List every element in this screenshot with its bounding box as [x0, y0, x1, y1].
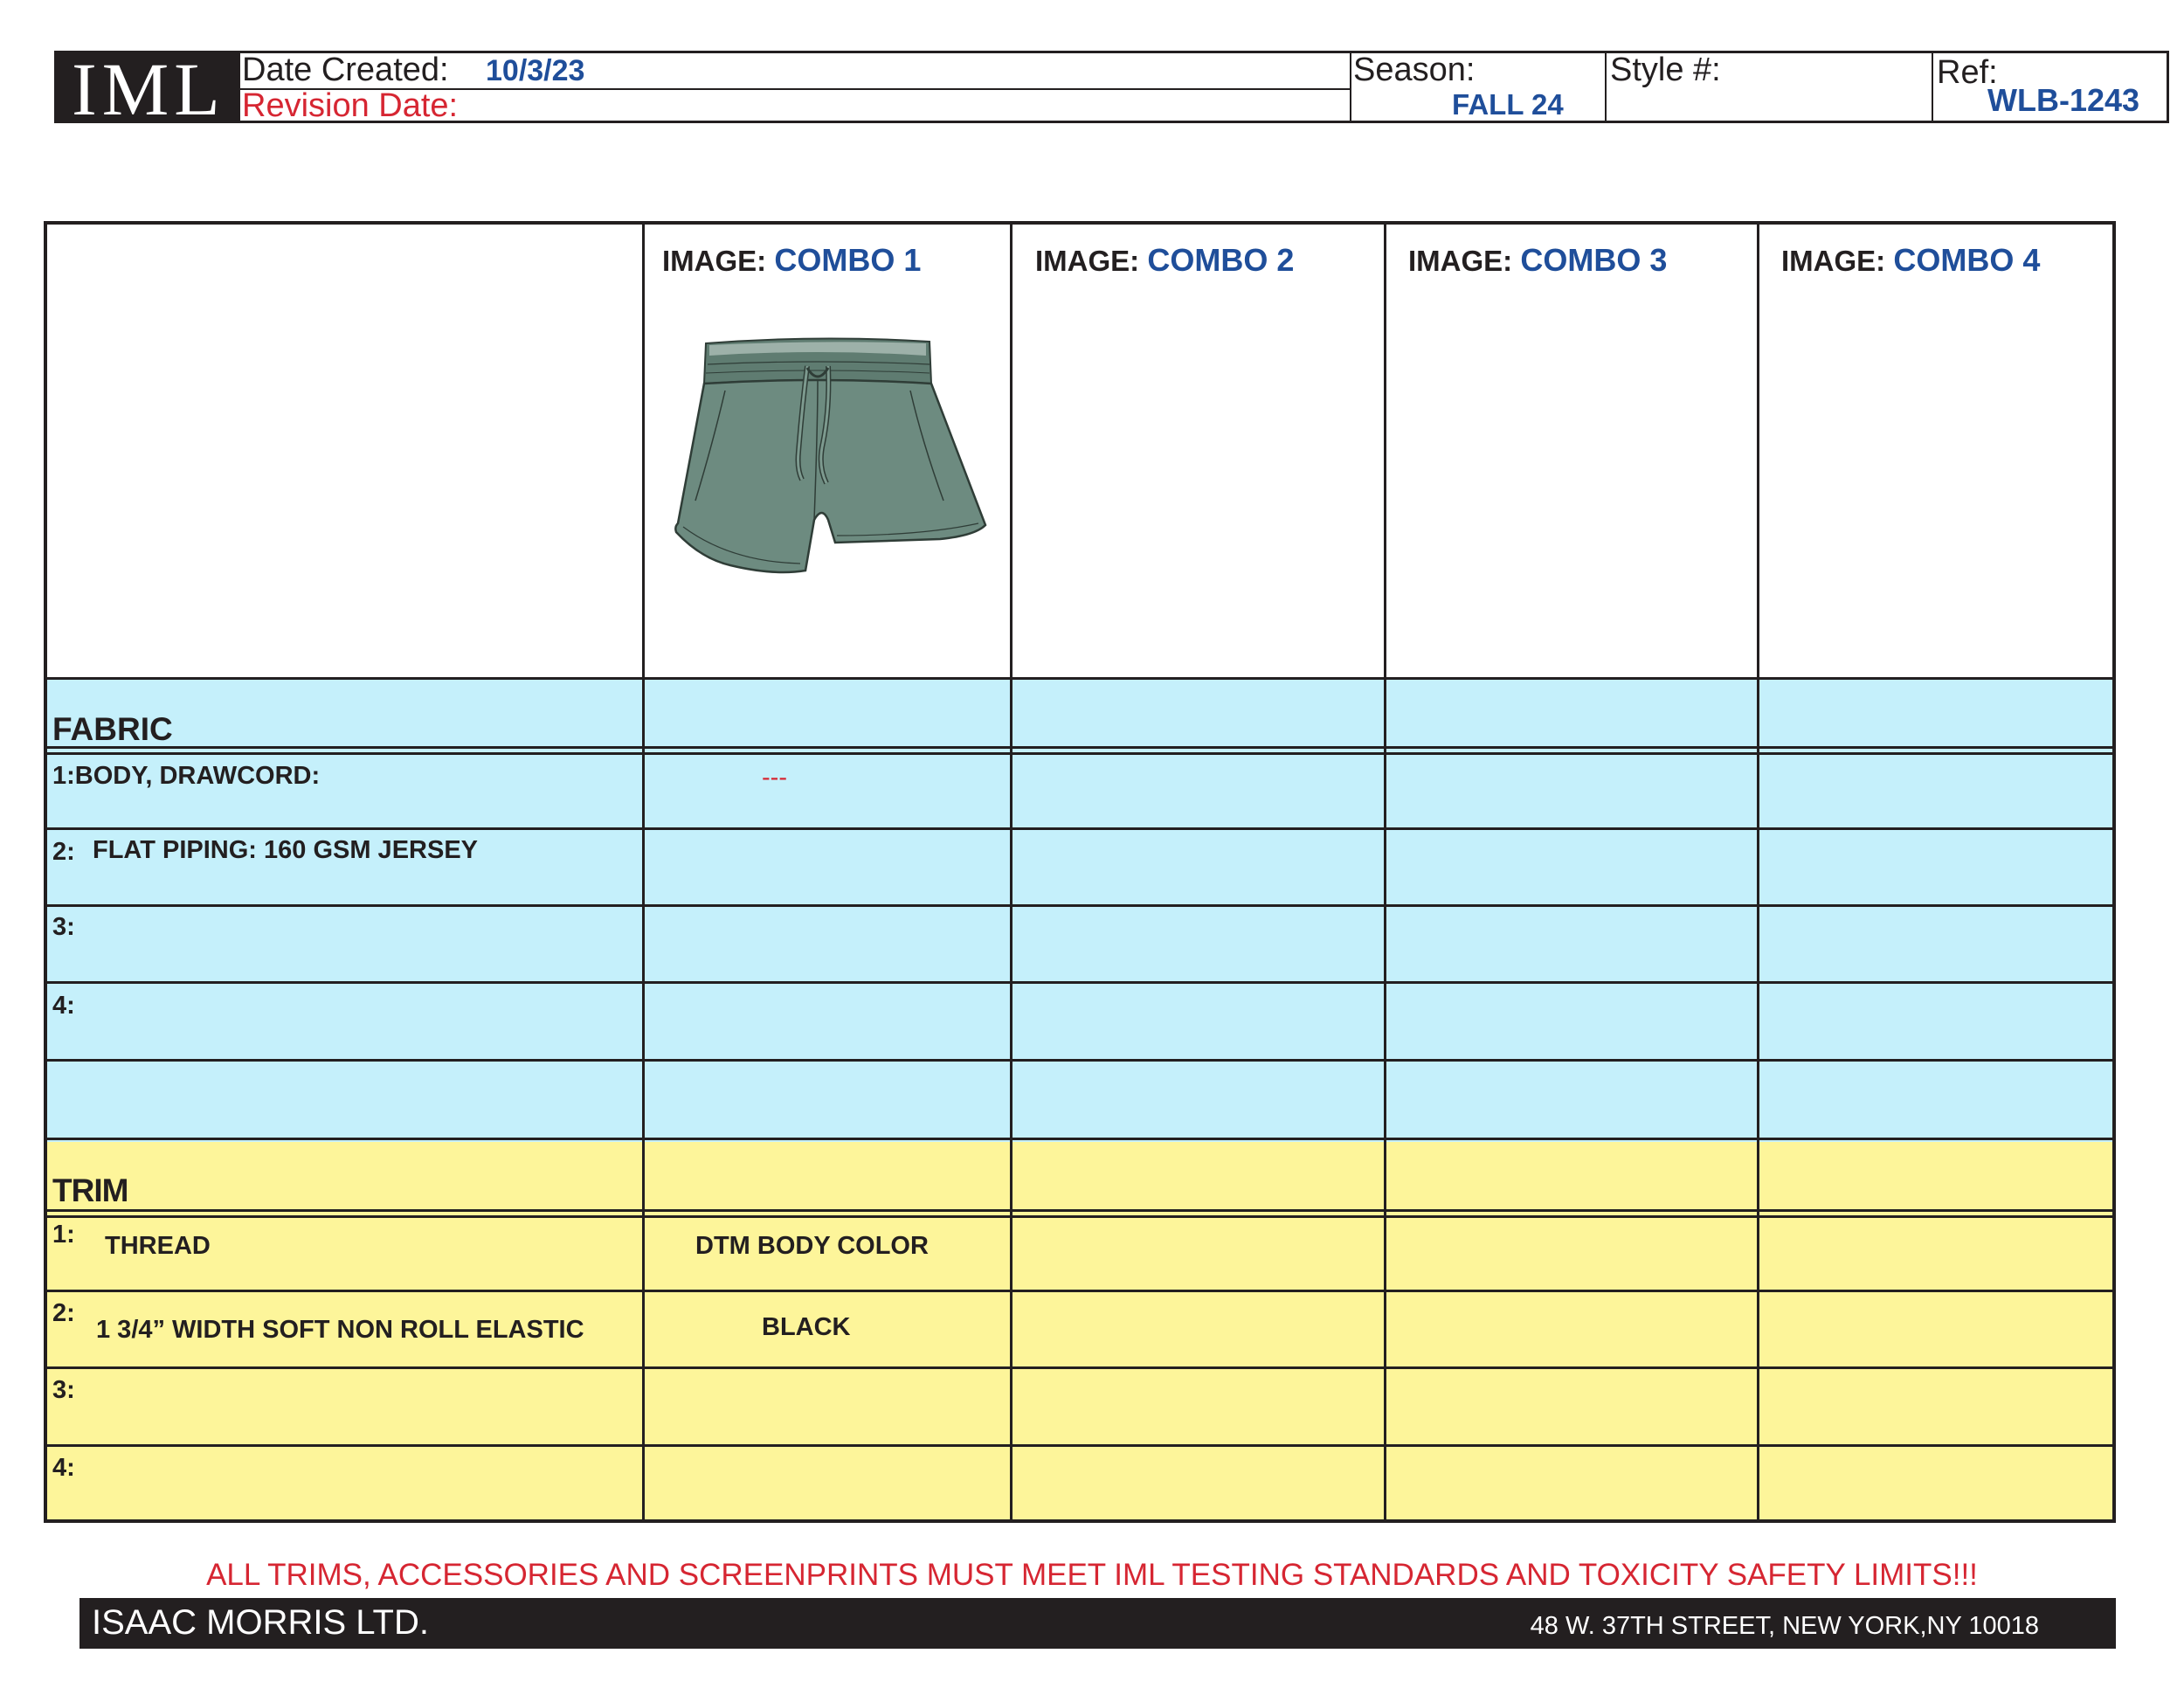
season-label: Season: [1353, 52, 1476, 88]
column-divider [1757, 225, 1759, 1519]
row-divider [47, 752, 2112, 755]
row-divider [47, 1059, 2112, 1062]
row-divider [47, 1290, 2112, 1292]
company-address: 48 W. 37TH STREET, NEW YORK,NY 10018 [1530, 1612, 2039, 1640]
divider [1605, 53, 1607, 121]
fabric-row-1-combo-1[interactable]: --- [762, 764, 787, 792]
combo-4-header [1781, 242, 2040, 279]
footer-bar [79, 1598, 2116, 1649]
row-divider [47, 1444, 2112, 1447]
style-number-label: Style #: [1610, 52, 1721, 88]
shorts-sketch-image [643, 329, 1010, 583]
row-divider [47, 1209, 2112, 1212]
spec-header [54, 47, 2169, 131]
fabric-row-3-label: 3: [52, 913, 75, 941]
trim-row-1-detail[interactable]: THREAD [105, 1232, 211, 1260]
fabric-row-2-detail[interactable]: FLAT PIPING: 160 GSM JERSEY [93, 836, 479, 864]
trim-row-3-label: 3: [52, 1376, 75, 1404]
trim-row-1-label: 1: [52, 1221, 75, 1249]
safety-warning: ALL TRIMS, ACCESSORIES AND SCREENPRINTS MUST MEET IML TESTING STANDARDS AND TOXICITY SAFETY LIMITS!!! [206, 1558, 1978, 1592]
image-prefix: IMAGE: [1035, 245, 1140, 277]
row-divider [47, 677, 2112, 680]
season-value[interactable]: FALL 24 [1452, 88, 1564, 121]
trim-row-4-label: 4: [52, 1454, 75, 1482]
combo-2-name: COMBO 2 [1147, 242, 1295, 278]
combo-3-name: COMBO 3 [1520, 242, 1668, 278]
image-prefix: IMAGE: [1781, 245, 1886, 277]
date-created-value[interactable]: 10/3/23 [486, 54, 585, 87]
iml-logo: IML [57, 53, 240, 121]
trim-row-2-combo-1[interactable]: BLACK [762, 1313, 851, 1341]
spec-table [44, 221, 2116, 1523]
trim-row-1-combo-1[interactable]: DTM BODY COLOR [695, 1232, 929, 1260]
fabric-row-2-label: 2: [52, 838, 75, 866]
row-divider [47, 981, 2112, 984]
ref-value[interactable]: WLB-1243 [1987, 82, 2140, 118]
date-created-label: Date Created: [242, 52, 449, 88]
row-divider [47, 1215, 2112, 1218]
trim-row-2-detail[interactable]: 1 3/4” WIDTH SOFT NON ROLL ELASTIC [96, 1316, 584, 1344]
fabric-section-title: FABRIC [52, 711, 173, 747]
row-divider [47, 746, 2112, 749]
revision-date-label: Revision Date: [242, 87, 459, 124]
row-divider [47, 827, 2112, 830]
column-divider [1384, 225, 1386, 1519]
row-divider [47, 1366, 2112, 1369]
row-divider [47, 904, 2112, 907]
divider [1350, 53, 1351, 121]
ref-label: Ref: [1937, 54, 1998, 91]
column-divider [1010, 225, 1013, 1519]
row-divider [47, 1138, 2112, 1140]
fabric-row-4-label: 4: [52, 992, 75, 1020]
combo-1-name: COMBO 1 [774, 242, 922, 278]
divider [1932, 53, 1933, 121]
combo-2-header [1035, 242, 1294, 279]
combo-1-header [662, 242, 921, 279]
fabric-row-1-label: 1:BODY, DRAWCORD: [52, 762, 321, 790]
company-name: ISAAC MORRIS LTD. [92, 1603, 429, 1642]
image-prefix: IMAGE: [1408, 245, 1513, 277]
combo-3-header [1408, 242, 1667, 279]
trim-section-title: TRIM [52, 1173, 128, 1208]
combo-4-name: COMBO 4 [1893, 242, 2041, 278]
trim-row-2-label: 2: [52, 1299, 75, 1327]
image-prefix: IMAGE: [662, 245, 767, 277]
